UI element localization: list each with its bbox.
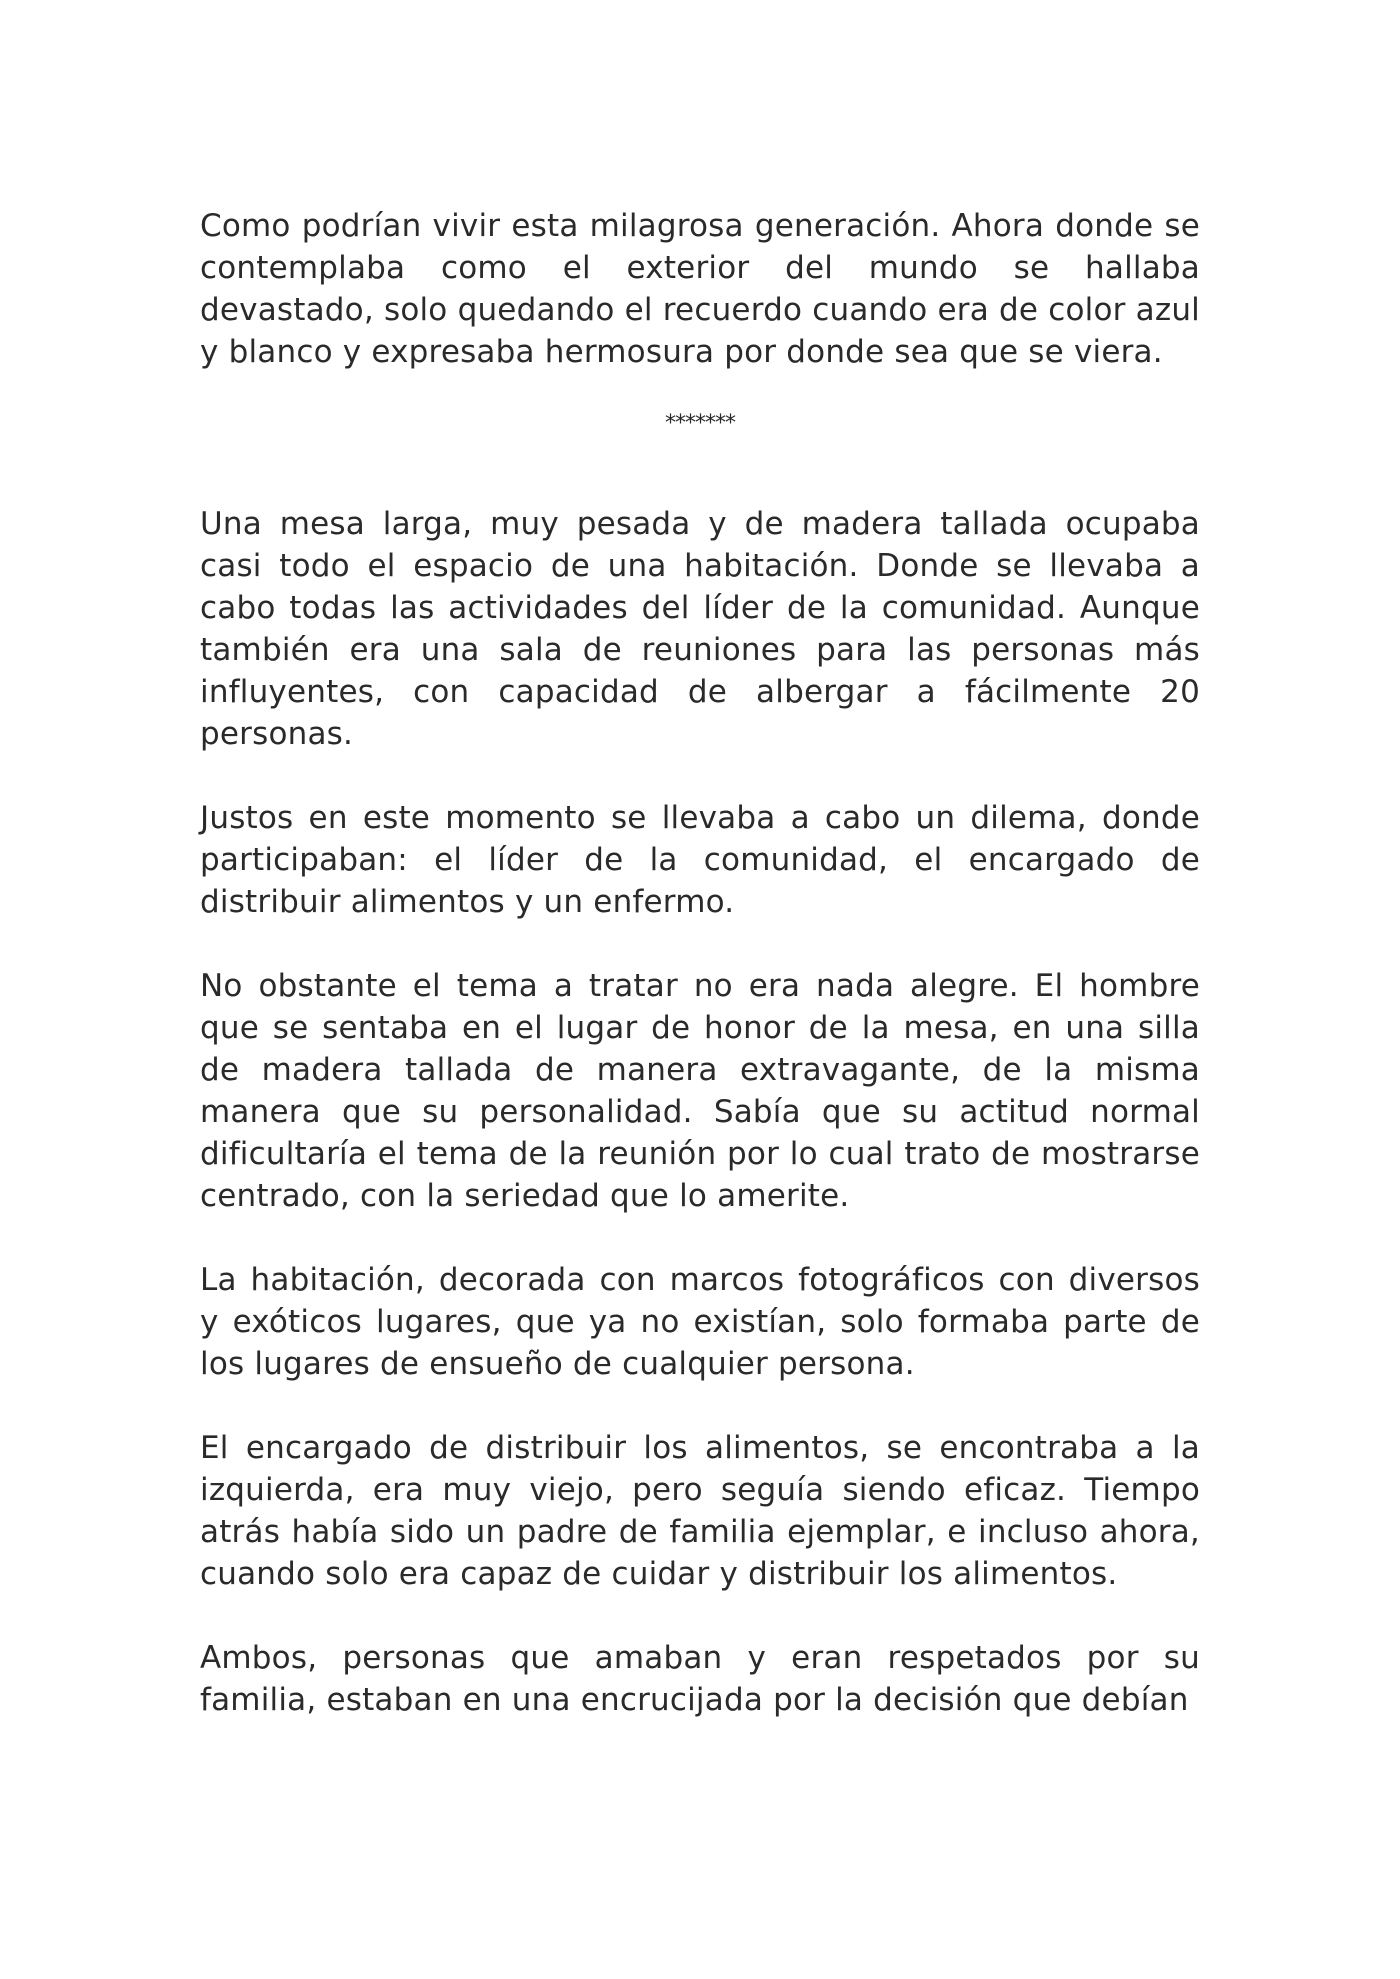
paragraph-encargado: El encargado de distribuir los alimentos, se encontraba a la izquierda, era muy viejo, pero seguía siendo eficaz. Tiempo atrás había sido un padre de familia ejemplar, e incluso ahora, cuando solo era capaz de cuidar y distribuir los alimentos. <box>200 1430 1200 1592</box>
section-separator: ******* <box>665 411 735 436</box>
paragraph-habitacion: La habitación, decorada con marcos fotográficos con diversos y exóticos lugares, que ya no existían, solo formaba parte de los lugares de ensueño de cualquier persona. <box>200 1262 1200 1382</box>
paragraph-mesa: Una mesa larga, muy pesada y de madera tallada ocupaba casi todo el espacio de una habitación. Donde se llevaba a cabo todas las actividades del líder de la comunidad. Aunque también era una sala de reuniones para las personas más influyentes, con capacidad de albergar a fácilmente 20 personas. <box>200 506 1200 752</box>
paragraph-tema: No obstante el tema a tratar no era nada alegre. El hombre que se sentaba en el lugar de honor de la mesa, en una silla de madera tallada de manera extravagante, de la misma manera que su personalidad. Sabía que su actitud normal dificultaría el tema de la reunión por lo cual trato de mostrarse centrado, con la seriedad que lo amerite. <box>200 968 1200 1214</box>
paragraph-intro: Como podrían vivir esta milagrosa generación. Ahora donde se contemplaba como el exterior del mundo se hallaba devastado, solo quedando el recuerdo cuando era de color azul y blanco y expresaba hermosura por donde sea que se viera. <box>200 208 1200 370</box>
document-page <box>200 205 1200 1721</box>
paragraph-ambos: Ambos, personas que amaban y eran respetados por su familia, estaban en una encrucijada por la decisión que debían <box>200 1640 1200 1718</box>
paragraph-dilema: Justos en este momento se llevaba a cabo un dilema, donde participaban: el líder de la comunidad, el encargado de distribuir alimentos y un enfermo. <box>200 800 1200 920</box>
